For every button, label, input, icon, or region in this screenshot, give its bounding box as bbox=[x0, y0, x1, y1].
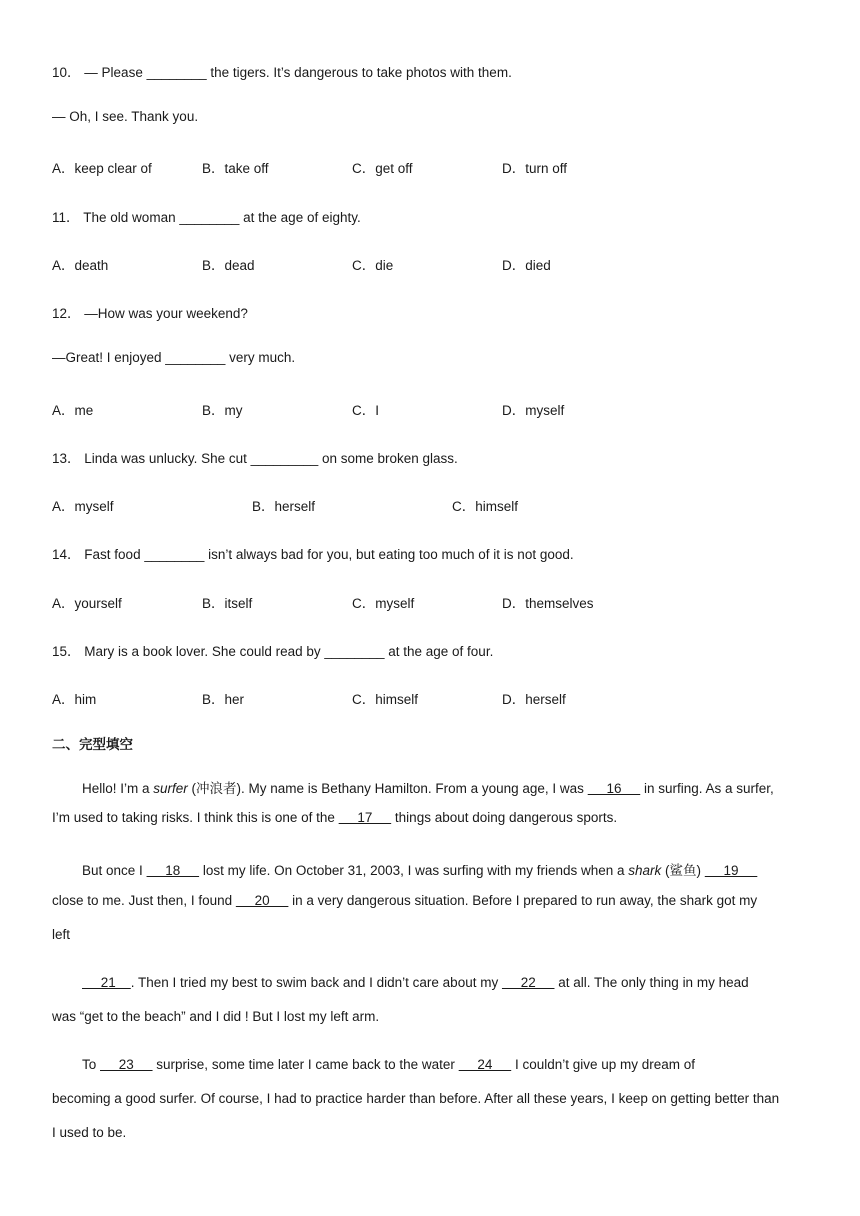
option-c[interactable]: C．myself bbox=[352, 596, 415, 611]
question-14-stem bbox=[52, 543, 574, 563]
question-10-reply: — Oh, I see. Thank you. bbox=[52, 109, 199, 124]
question-number: 15． bbox=[52, 644, 81, 659]
passage-text: shark bbox=[628, 863, 662, 878]
question-11-stem bbox=[52, 206, 361, 226]
blank-23[interactable]: 23 bbox=[100, 1057, 153, 1072]
blank-17[interactable]: 17 bbox=[338, 810, 392, 825]
question-number: 13． bbox=[52, 451, 81, 466]
blank-19[interactable]: 19 bbox=[704, 863, 758, 878]
blank-18[interactable]: 18 bbox=[146, 863, 200, 878]
option-d[interactable]: D．herself bbox=[502, 692, 566, 707]
option-a[interactable]: A．myself bbox=[52, 499, 114, 514]
option-b[interactable]: B．take off bbox=[202, 161, 269, 176]
blank-24[interactable]: 24 bbox=[458, 1057, 512, 1072]
passage-line: left bbox=[52, 927, 71, 942]
question-text: Mary is a book lover. She could read by ________ at the age of four. bbox=[84, 644, 494, 659]
passage-line bbox=[82, 975, 749, 990]
option-c[interactable]: C．himself bbox=[452, 499, 519, 514]
passage-line: I used to be. bbox=[52, 1125, 127, 1140]
question-15-stem bbox=[52, 640, 493, 660]
option-c[interactable]: C．I bbox=[352, 403, 379, 418]
blank-22[interactable]: 22 bbox=[501, 975, 555, 990]
question-13-stem bbox=[52, 447, 458, 467]
question-text: —How was your weekend? bbox=[84, 306, 248, 321]
passage-line: becoming a good surfer. Of course, I had to practice harder than before. After all these years, I keep on getting better than bbox=[52, 1091, 780, 1106]
option-b[interactable]: B．my bbox=[202, 403, 243, 418]
option-c[interactable]: C．die bbox=[352, 258, 394, 273]
blank-20[interactable]: 20 bbox=[235, 893, 289, 908]
passage-line: was “get to the beach” and I did ! But I lost my left arm. bbox=[52, 1009, 380, 1024]
question-12-reply: —Great! I enjoyed ________ very much. bbox=[52, 350, 296, 365]
question-number: 11． bbox=[52, 210, 80, 225]
question-number: 10． bbox=[52, 65, 81, 80]
question-text: Linda was unlucky. She cut _________ on some broken glass. bbox=[84, 451, 458, 466]
option-d[interactable]: D．turn off bbox=[502, 161, 568, 176]
passage-line bbox=[52, 810, 617, 825]
passage-text: in a very dangerous situation. Before I prepared to run away, the shark got my bbox=[288, 893, 758, 908]
question-number: 14． bbox=[52, 547, 81, 562]
option-b[interactable]: B．dead bbox=[202, 258, 255, 273]
option-a[interactable]: A．me bbox=[52, 403, 94, 418]
question-10-stem bbox=[52, 61, 512, 81]
passage-text: surprise, some time later I came back to the water bbox=[152, 1057, 459, 1072]
passage-line bbox=[82, 777, 774, 797]
option-b[interactable]: B．herself bbox=[252, 499, 316, 514]
option-a[interactable]: A．keep clear of bbox=[52, 161, 152, 176]
blank-16[interactable]: 16 bbox=[587, 781, 641, 796]
option-c[interactable]: C．get off bbox=[352, 161, 413, 176]
passage-line bbox=[82, 1057, 695, 1072]
passage-text: I’m used to taking risks. I think this is one of the bbox=[52, 810, 339, 825]
question-text: The old woman ________ at the age of eighty. bbox=[83, 210, 361, 225]
passage-text: But once I bbox=[82, 863, 147, 878]
option-d[interactable]: D．themselves bbox=[502, 596, 594, 611]
passage-text: at all. The only thing in my head bbox=[554, 975, 749, 990]
option-c[interactable]: C．himself bbox=[352, 692, 419, 707]
question-text: — Please ________ the tigers. It’s dangerous to take photos with them. bbox=[84, 65, 512, 80]
passage-text: To bbox=[82, 1057, 101, 1072]
section-heading: 二、完型填空 bbox=[52, 737, 133, 753]
option-d[interactable]: D．myself bbox=[502, 403, 565, 418]
passage-text: close to me. Just then, I found bbox=[52, 893, 236, 908]
blank-21[interactable]: 21 bbox=[82, 975, 131, 990]
option-d[interactable]: D．died bbox=[502, 258, 551, 273]
passage-text: (冲浪者). My name is Bethany Hamilton. From a young age, I was bbox=[187, 781, 588, 796]
option-a[interactable]: A．him bbox=[52, 692, 97, 707]
question-12-stem bbox=[52, 302, 248, 322]
option-a[interactable]: A．yourself bbox=[52, 596, 122, 611]
passage-line bbox=[82, 859, 757, 879]
option-a[interactable]: A．death bbox=[52, 258, 109, 273]
passage-text: in surfing. As a surfer, bbox=[640, 781, 774, 796]
question-number: 12． bbox=[52, 306, 81, 321]
passage-line bbox=[52, 893, 757, 908]
passage-text: lost my life. On October 31, 2003, I was surfing with my friends when a bbox=[199, 863, 629, 878]
passage-text: Hello! I’m a bbox=[82, 781, 154, 796]
option-b[interactable]: B．her bbox=[202, 692, 245, 707]
option-b[interactable]: B．itself bbox=[202, 596, 253, 611]
passage-text: I couldn’t give up my dream of bbox=[511, 1057, 696, 1072]
passage-text: . Then I tried my best to swim back and I didn’t care about my bbox=[130, 975, 502, 990]
passage-text: things about doing dangerous sports. bbox=[391, 810, 618, 825]
passage-text: surfer bbox=[153, 781, 188, 796]
passage-text: (鲨鱼) bbox=[661, 863, 705, 878]
question-text: Fast food ________ isn’t always bad for you, but eating too much of it is not good. bbox=[84, 547, 574, 562]
